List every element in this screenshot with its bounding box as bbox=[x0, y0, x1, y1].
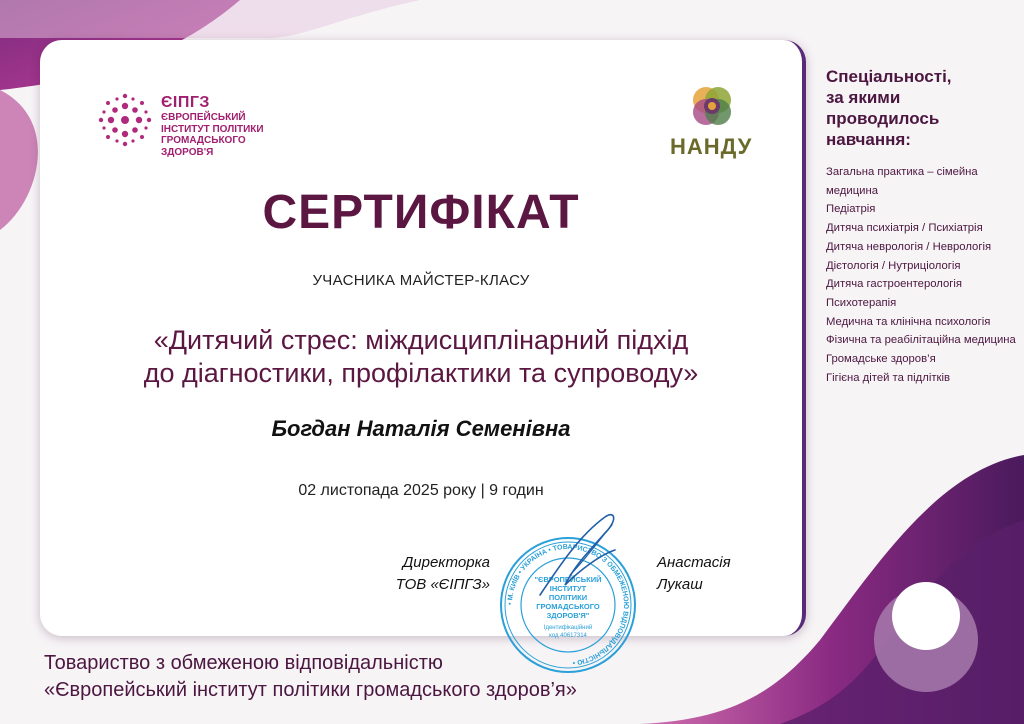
signatory-name bbox=[657, 552, 787, 596]
footer-line2: «Європейський інститут політики громадського здоров’я» bbox=[44, 679, 577, 701]
stamp-line6: Ідентифікаційний bbox=[543, 625, 593, 631]
eipgz-name: ЄВРОПЕЙСЬКИЙ ІНСТИТУТ ПОЛІТИКИ ГРОМАДСЬКОГО ЗДОРОВ'Я bbox=[161, 112, 264, 158]
signatory-title-line2: ТОВ «ЄІПГЗ» bbox=[395, 576, 490, 593]
specialty-item: Загальна практика – сімейна медицина bbox=[826, 166, 978, 197]
specialty-item: Громадське здоров’я bbox=[826, 353, 936, 366]
specialties-list bbox=[826, 163, 1016, 387]
course-title-line1: «Дитячий стрес: міждисциплінарний підхід bbox=[153, 325, 689, 355]
organization-footer bbox=[44, 650, 577, 704]
stamp-ring-text: • М. КИЇВ • УКРАЇНА • ТОВАРИСТВО З ОБМЕЖЕНОЮ ВІДПОВІДАЛЬНІСТЮ • bbox=[506, 543, 630, 666]
certificate-subtitle: УЧАСНИКА МАЙСТЕР-КЛАСУ bbox=[312, 272, 530, 289]
signatory-title bbox=[360, 552, 490, 596]
stamp-line7: код 40617314 bbox=[549, 633, 587, 639]
course-title bbox=[40, 324, 802, 390]
specialty-item: Психотерапія bbox=[826, 296, 897, 309]
specialty-item: Дитяча психіатрія / Психіатрія bbox=[826, 222, 983, 235]
dots-flower-icon bbox=[97, 92, 153, 148]
eipgz-logo bbox=[97, 92, 277, 158]
footer-line1: Товариство з обмеженою відповідальністю bbox=[44, 652, 443, 674]
specialty-item: Дитяча гастроентерологія bbox=[826, 278, 963, 291]
specialty-item: Фізична та реабілітаційна медицина bbox=[826, 334, 1016, 347]
signatory-title-line1: Директорка bbox=[402, 554, 490, 571]
rings-emblem-icon bbox=[684, 82, 740, 132]
certificate-title: СЕРТИФІКАТ bbox=[262, 186, 580, 239]
specialty-item: Гігієна дітей та підлітків bbox=[826, 371, 950, 384]
nandu-logo bbox=[664, 82, 760, 162]
recipient-name: Богдан Наталія Семенівна bbox=[271, 416, 571, 441]
signatory-first-name: Анастасія bbox=[657, 554, 731, 571]
nandu-text: НАНДУ bbox=[670, 134, 753, 159]
specialty-item: Педіатрія bbox=[826, 203, 876, 216]
stamp-line1: "ЄВРОПЕЙСЬКИЙ bbox=[534, 575, 602, 584]
specialty-item: Медична та клінічна психологія bbox=[826, 315, 991, 328]
course-date: 02 листопада 2025 року | 9 годин bbox=[298, 482, 544, 499]
stamp-line2: ІНСТИТУТ bbox=[549, 584, 587, 593]
course-title-line2: до діагностики, профілактики та супроводу» bbox=[143, 358, 699, 388]
eipgz-brand: ЄІПГЗ bbox=[161, 94, 210, 111]
stamp-line3: ПОЛІТИКИ bbox=[548, 593, 588, 602]
stamp-line4: ГРОМАДСЬКОГО bbox=[536, 602, 600, 611]
specialties-title: Спеціальності, за якими проводилось навчання: bbox=[826, 67, 952, 149]
handwritten-signature bbox=[520, 505, 630, 615]
specialty-item: Дитяча неврологія / Неврологія bbox=[826, 240, 992, 253]
stamp-line5: ЗДОРОВ'Я" bbox=[546, 611, 590, 620]
specialty-item: Дієтологія / Нутриціологія bbox=[826, 259, 961, 272]
signatory-last-name: Лукаш bbox=[657, 576, 703, 593]
